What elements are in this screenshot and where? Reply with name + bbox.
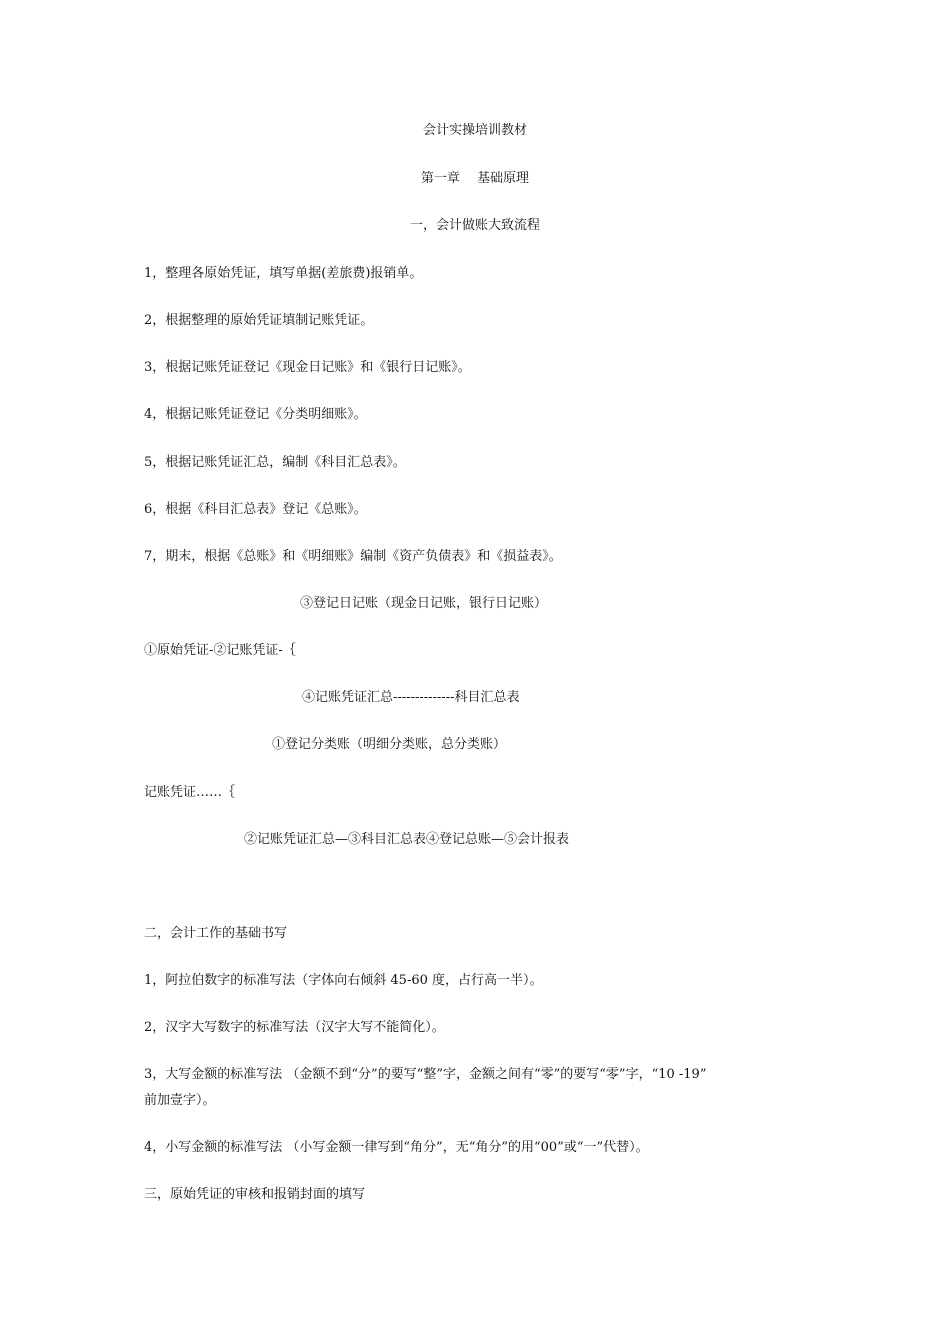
section1-item-4: 4，根据记账凭证登记《分类明细账》。 [144,407,367,422]
section1-item-7: 7，期末，根据《总账》和《明细账》编制《资产负债表》和《损益表》。 [144,549,562,564]
document-title: 会计实操培训教材 [422,123,527,138]
section2-heading: 二，会计工作的基础书写 [144,926,288,941]
section1-item-5: 5，根据记账凭证汇总，编制《科目汇总表》。 [144,455,406,470]
section2-item-4: 4，小写金额的标准写法 （小写金额一律写到“角分”，无“角分”的用“00”或“一”代替）。 [144,1140,649,1155]
section1-item-2: 2，根据整理的原始凭证填制记账凭证。 [144,313,374,328]
section1-item-1: 1，整理各原始凭证，填写单据(差旅费)报销单。 [144,266,423,281]
flow-line-1: ③登记日记账（现金日记账，银行日记账） [300,596,548,611]
flow-line-4: ①登记分类账（明细分类账，总分类账） [272,737,507,752]
flow-line-2: ①原始凭证-②记账凭证-｛ [144,643,296,658]
section2-item-3-continued: 前加壹字）。 [144,1093,216,1108]
section3-heading: 三，原始凭证的审核和报销封面的填写 [144,1187,366,1202]
section1-item-6: 6，根据《科目汇总表》登记《总账》。 [144,502,367,517]
chapter-heading: 第一章 基础原理 [420,171,530,186]
section1-item-3: 3，根据记账凭证登记《现金日记账》和《银行日记账》。 [144,360,471,375]
flow-line-3: ④记账凭证汇总--------------科目汇总表 [302,690,520,705]
section1-heading: 一，会计做账大致流程 [409,218,540,233]
flow-line-5: 记账凭证……｛ [144,785,236,800]
section2-item-1: 1，阿拉伯数字的标准写法（字体向右倾斜 45-60 度，占行高一半）。 [144,973,543,988]
flow-line-6: ②记账凭证汇总—③科目汇总表④登记总账—⑤会计报表 [244,832,570,847]
section2-item-3: 3，大写金额的标准写法 （金额不到“分”的要写“整”字，金额之间有“零”的要写“零”字，“10 -19” [144,1067,707,1082]
section2-item-2: 2，汉字大写数字的标准写法（汉字大写不能简化）。 [144,1020,445,1035]
